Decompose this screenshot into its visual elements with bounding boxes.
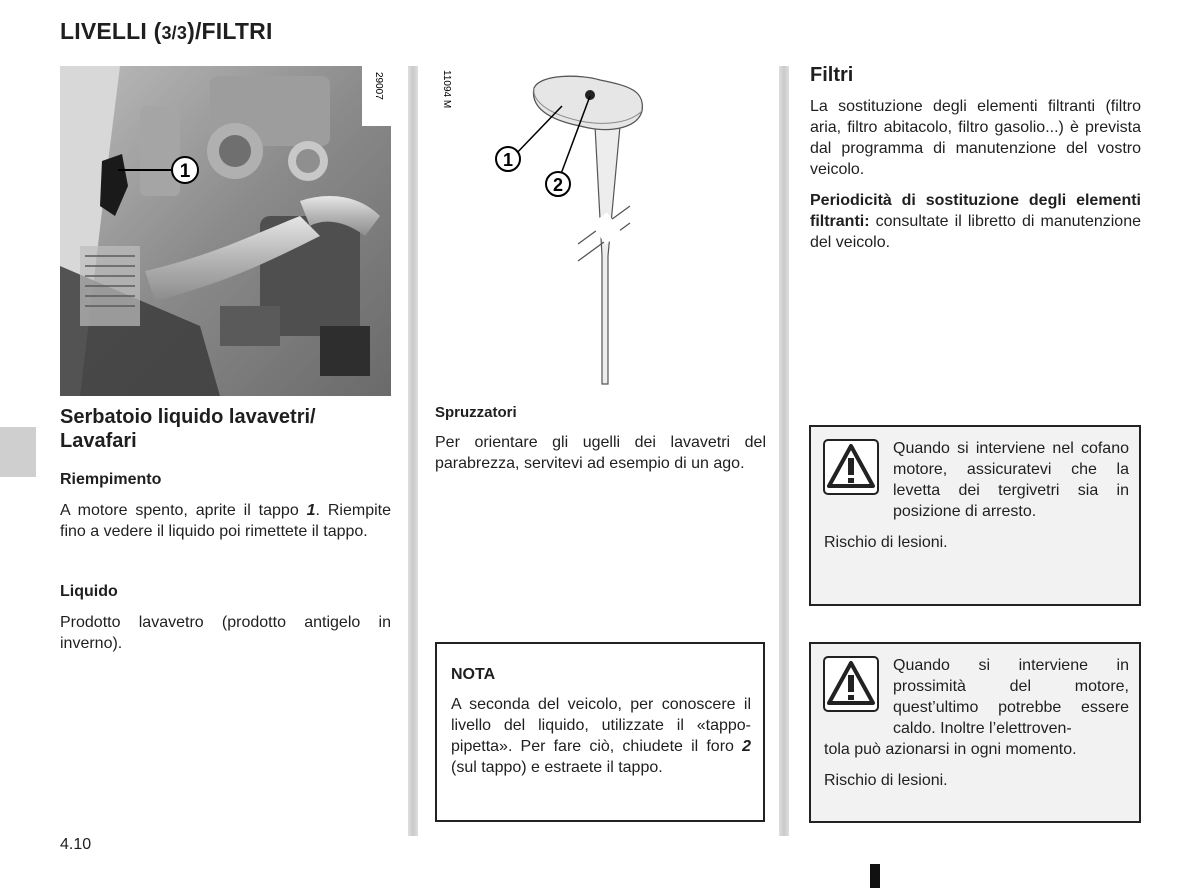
warning-box-engine-hot — [809, 642, 1141, 823]
note-text: A seconda del veicolo, per conoscere il livello del liquido, utilizzate il «tappo-pipetta». Per fare ciò, chiudete il foro 2 (sul tappo) e estraete il tappo. — [451, 696, 751, 776]
warning-wipers-risk: Rischio di lesioni. — [824, 534, 948, 551]
warning-triangle-icon — [823, 439, 879, 495]
fluid-text: Prodotto lavavetro (prodotto antigelo in inverno). — [60, 614, 391, 652]
nozzles-text: Per orientare gli ugelli dei lavavetri del parabrezza, servitevi ad esempio di un ago. — [435, 434, 766, 472]
diagram-reference-code: 11094 M — [441, 70, 452, 109]
warning-engine-text-full: tola può azionarsi in ogni momento. — [824, 741, 1077, 758]
warning-engine-text-top: Quando si interviene in prossimità del motore, quest’ultimo potrebbe essere caldo. Inoltre l’elettroven- — [893, 657, 1129, 737]
warning-triangle-icon — [823, 656, 879, 712]
cap-hole — [585, 90, 595, 100]
warning-wipers-text: Quando si interviene nel cofano motore, assicuratevi che la levetta dei tergivetri sia in posizione di arresto. — [893, 440, 1129, 520]
warning-box-wipers — [809, 425, 1141, 606]
filters-heading: Filtri — [810, 64, 854, 86]
section-tab-marker — [0, 427, 36, 477]
reservoir-heading: Serbatoio liquido lavavetri/ Lavafari — [60, 406, 316, 452]
filters-text: La sostituzione degli elementi filtranti (filtro aria, filtro abitacolo, filtro gasolio...) è prevista dal programma di manutenzione del vostro veicolo. — [810, 98, 1141, 178]
refill-text: A motore spento, aprite il tappo 1. Riempite fino a vedere il liquido poi rimettete il tappo. — [60, 502, 391, 540]
diagram-callout-2-label: 2 — [552, 175, 564, 195]
refill-heading: Riempimento — [60, 471, 162, 488]
column-divider-right — [779, 66, 789, 836]
note-title: NOTA — [451, 666, 496, 683]
column-divider-left — [408, 66, 418, 836]
page-title: LIVELLI (3/3)/FILTRI — [60, 18, 273, 44]
photo-reference-code: 29007 — [373, 72, 384, 100]
nozzles-heading: Spruzzatori — [435, 404, 517, 421]
print-mark — [870, 864, 880, 888]
page-number: 4.10 — [60, 836, 92, 853]
note-box — [435, 642, 765, 822]
diagram-callout-1-label: 1 — [502, 150, 514, 170]
engine-bay-photo — [60, 66, 391, 396]
fluid-heading: Liquido — [60, 583, 118, 600]
callout-1-label: 1 — [179, 161, 191, 182]
filters-periodicity: Periodicità di sostituzione degli elementi filtranti: consultate il libretto di manutenzione del veicolo. — [810, 192, 1141, 251]
cap-dipstick-diagram — [430, 66, 770, 396]
warning-engine-risk: Rischio di lesioni. — [824, 772, 948, 789]
